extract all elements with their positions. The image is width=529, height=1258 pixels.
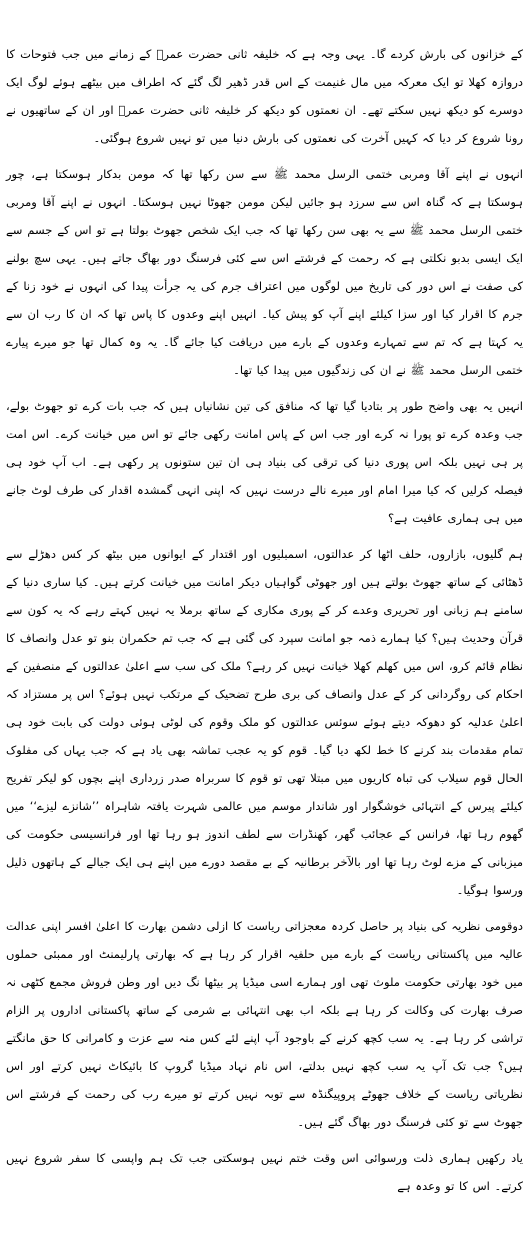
paragraph-1: کے خزانوں کی بارش کردے گا۔ یہی وجہ ہے کہ خلیفہ ثانی حضرت عمرؓ کے زمانے میں جب فتوحات کا دروازہ کھلا تو ایک معرکہ میں مال غنیمت کے اس قدر ڈھیر لگ گئے کہ اطراف میں بیٹھے ہوئے لوگ ایک دوسرے کو دیکھ نہیں سکتے تھے۔ ان نعمتوں کو دیکھ کر خلیفہ ثانی حضرت عمرؓ اور ان کے ساتھیوں نے رونا شروع کر دیا کہ کہیں آخرت کی نعمتوں کی بارش دنیا میں تو نہیں شروع ہوگئی۔ [6,47,523,145]
paragraph-4: ہم گلیوں، بازاروں، حلف اٹھا کر عدالتوں، اسمبلیوں اور اقتدار کے ایوانوں میں بیٹھ کر کس دھڑلے سے ڈھٹائی کے ساتھ جھوٹ بولتے ہیں اور جھوٹی گواہیاں دیکر امانت میں خیانت کرتے ہیں۔ کیا ساری دنیا کے سامنے ہم زبانی اور تحریری وعدے کر کے پوری مکاری کے ساتھ برملا یہ نہیں کہتے رہے کہ یہ کون سے قرآن وحدیث ہیں؟ کیا ہمارے ذمہ جو امانت سپرد کی گئی ہے کہ جب تم حکمران بنو تو عدل وانصاف کا نظام قائم کرو، اس میں کھلم کھلا خیانت نہیں کر رہے؟ ملک کی سب سے اعلیٰ عدالتوں کے منصفین کے احکام کی روگردانی کر کے عدل وانصاف کی بری طرح تضحیک کے مرتکب نہیں ہوئے؟ اس پر مستزاد کہ اعلیٰ عدلیہ کو دھوکہ دیتے ہوئے سوئس عدالتوں کو ملک وقوم کی لوٹی ہوئی دولت کی بابت خود ہی تمام مقدمات بند کرنے کا خط لکھ دیا گیا۔ قوم کو یہ عجب تماشہ بھی یاد ہے کہ جب یہاں کی مفلوک الحال قوم سیلاب کی تباہ کاریوں میں مبتلا تھی تو قوم کا سربراہ صدر زرداری اپنے بچوں کو لیکر تفریح کیلئے پیرس کے انتہائی خوشگوار اور شاندار موسم میں عالمی شہرت یافتہ شاہراہ ’’شانزے لیزے‘‘ میں گھوم رہا تھا، فرانس کے عجائب گھر، کھنڈرات سے لطف اندوز ہو رہا تھا اور فرانسیسی حکومت کی میزبانی کے مزے لوٹ رہا تھا اور بالآخر برطانیہ کے بے مقصد دورے میں اپنے ہی ایک جیالے کے ہاتھوں ذلیل ورسوا ہوگیا۔ [6,547,523,897]
paragraph-2: انہوں نے اپنے آقا ومربی ختمی الرسل محمد ﷺ سے سن رکھا تھا کہ مومن بدکار ہوسکتا ہے، چور ہوسکتا ہے کہ گناہ اس سے سرزد ہو جائیں لیکن مومن جھوٹا نہیں ہوسکتا۔ انہوں نے اپنے آقا ومربی ختمی الرسل محمد ﷺ سے یہ بھی سن رکھا تھا کہ جب ایک شخص جھوٹ بولتا ہے تو اس کے جسم سے ایک ایسی بدبو نکلتی ہے کہ رحمت کے فرشتے اس سے کئی فرسنگ دور بھاگ جاتے ہیں۔ یہی سچ بولنے کی صفت نے اس دور کی تاریخ میں لوگوں میں اعتراف جرم کی یہ جرأت پیدا کی انہوں نے خود زنا کے جرم کا اقرار کیا اور سزا کیلئے اپنے آپ کو پیش کیا۔ انہیں اپنے وعدوں کا پاس تھا کہ ان کا رب ان سے یہ کہتا ہے کہ تم سے تمہارے وعدوں کے بارے میں دریافت کیا جائے گا۔ یہ وہ کمال تھا جو میرے پیارے ختمی الرسل محمد ﷺ نے ان کی زندگیوں میں پیدا کیا تھا۔ [6,167,523,377]
paragraph-3: انہیں یہ بھی واضح طور پر بتادیا گیا تھا کہ منافق کی تین نشانیاں ہیں کہ جب بات کرے تو جھوٹ بولے، جب وعدہ کرے تو پورا نہ کرے اور جب اس کے پاس امانت رکھی جائے تو اس میں خیانت کرے۔ اس امت پر ہی نہیں بلکہ اس پوری دنیا کی ترقی کی بنیاد ہی ان تین ستونوں پر رکھی ہے۔ اب آپ خود ہی فیصلہ کرلیں کہ کیا میرا امام اور میرے نالے درست نہیں کہ اپنی انہی گمشدہ اقدار کی طرف لوٹ جانے میں ہی ہماری عافیت ہے؟ [6,399,523,525]
paragraph-5: دوقومی نظریہ کی بنیاد پر حاصل کردہ معجزاتی ریاست کا ازلی دشمن بھارت کا اعلیٰ افسر اپنی عدالت عالیہ میں پاکستانی ریاست کے بارے میں حلفیہ اقرار کر رہا ہے کہ بھارتی پارلیمنٹ اور ممبئی حملوں میں خود بھارتی حکومت ملوث تھی اور ہمارے اسی میڈیا پر بیٹھا نگ دیں اور وطن فروش مجمع کٹھی نہ صرف بھارت کی وکالت کر رہا ہے بلکہ اب بھی انتہائی بے شرمی کے ساتھ پاکستانی اداروں پر الزام تراشی کر رہا ہے۔ یہ سب کچھ کرنے کے باوجود آپ اپنے لئے کس منہ سے عزت و کامرانی کا حق مانگتے ہیں؟ جب تک آپ یہ سب کچھ نہیں بدلتے، اس نام نہاد میڈیا گروپ کا بائیکاٹ نہیں کرتے اور اس نظریاتی ریاست کے خلاف جھوٹے پروپیگنڈہ سے توبہ نہیں کرتے تو میرے رب کی رحمت کے فرشتے اس جھوٹ سے تو کئی فرسنگ دور بھاگ گئے ہیں۔ [6,919,523,1129]
paragraph-6: یاد رکھیں ہماری ذلت ورسوائی اس وقت ختم نہیں ہوسکتی جب تک ہم واپسی کا سفر شروع نہیں کرتے۔ اس کا تو وعدہ ہے [6,1151,523,1193]
